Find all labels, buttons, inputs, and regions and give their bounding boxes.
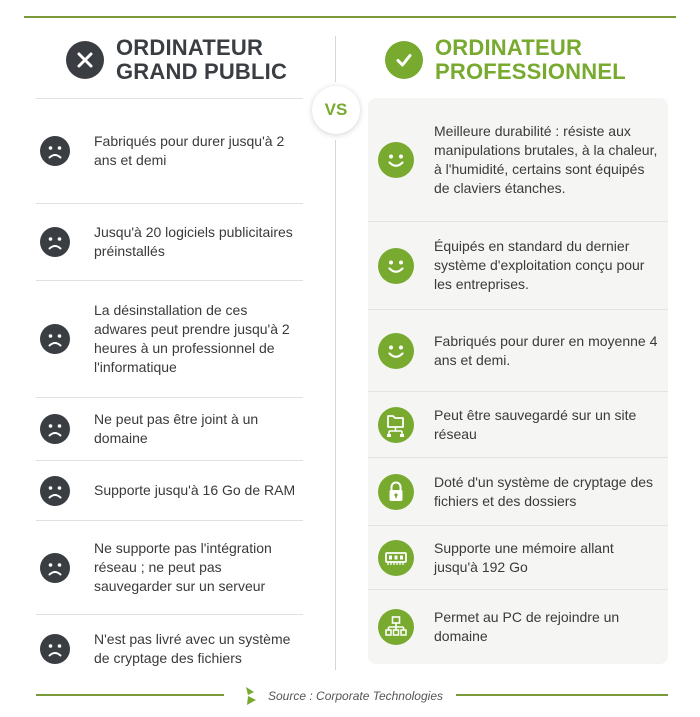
sad-face-icon	[40, 414, 70, 444]
consumer-item-text: Supporte jusqu'à 16 Go de RAM	[94, 482, 296, 498]
sad-face-icon	[40, 476, 70, 506]
pro-item	[368, 98, 668, 221]
pro-item-text: Doté d'un système de cryptage des fichiers et des dossiers	[434, 473, 654, 509]
consumer-item-text: Ne supporte pas l'intégration réseau ; ne peut pas sauvegarder sur un serveur	[94, 540, 272, 594]
pro-item	[368, 309, 668, 391]
consumer-header	[66, 30, 336, 90]
sad-face-icon	[40, 227, 70, 257]
pro-title	[435, 36, 655, 84]
consumer-item	[36, 614, 303, 682]
consumer-title-line1: ORDINATEUR	[116, 35, 264, 60]
vs-badge: VS	[312, 86, 360, 134]
pro-item-text: Meilleure durabilité : résiste aux manipulations brutales, à la chaleur, à l'humidité, certains sont équipés de claviers étanches.	[434, 122, 658, 196]
footer-rule-right	[456, 694, 668, 696]
center-divider-top	[335, 36, 336, 82]
smiley-icon	[378, 248, 414, 284]
consumer-item	[36, 203, 303, 280]
consumer-title-line2: GRAND PUBLIC	[116, 59, 288, 84]
smiley-icon	[378, 333, 414, 369]
footer	[0, 684, 700, 706]
consumer-item	[36, 98, 303, 203]
pro-item-text: Peut être sauvegardé sur un site réseau	[434, 406, 637, 442]
sad-face-icon	[40, 324, 70, 354]
pro-item	[368, 525, 668, 589]
consumer-item	[36, 397, 303, 460]
pro-item	[368, 391, 668, 457]
pro-item-text: Équipés en standard du dernier système d'exploitation conçu pour les entreprises.	[434, 238, 645, 292]
top-rule	[24, 16, 676, 18]
sad-face-icon	[40, 553, 70, 583]
domain-network-icon	[378, 609, 414, 645]
pro-item	[368, 221, 668, 309]
consumer-item-text: La désinstallation de ces adwares peut prendre jusqu'à 2 heures à un professionnel de l'informatique	[94, 302, 290, 375]
lock-icon	[378, 474, 414, 510]
x-icon	[66, 41, 104, 79]
consumer-item-text: Fabriqués pour durer jusqu'à 2 ans et demi	[94, 133, 285, 168]
consumer-item	[36, 280, 303, 397]
corporate-logo-icon	[244, 686, 258, 706]
pro-item	[368, 589, 668, 664]
memory-chip-icon	[378, 540, 414, 576]
pro-title-line2: PROFESSIONNEL	[435, 59, 626, 84]
center-divider	[335, 140, 336, 670]
pro-item	[368, 457, 668, 525]
pro-title-line1: ORDINATEUR	[435, 35, 583, 60]
source-text: Source : Corporate Technologies	[268, 689, 443, 703]
consumer-item-text: Jusqu'à 20 logiciels publicitaires préinstallés	[94, 224, 293, 259]
pro-item-text: Supporte une mémoire allant jusqu'à 192 Go	[434, 539, 614, 575]
pro-header	[385, 30, 655, 90]
pro-item-text: Permet au PC de rejoindre un domaine	[434, 609, 620, 644]
consumer-item	[36, 460, 303, 520]
smiley-icon	[378, 142, 414, 178]
consumer-title	[116, 36, 336, 84]
consumer-item-text: Ne peut pas être joint à un domaine	[94, 411, 259, 446]
consumer-item	[36, 520, 303, 614]
check-icon	[385, 41, 423, 79]
consumer-item-text: N'est pas livré avec un système de cryptage des fichiers	[94, 630, 291, 666]
footer-rule-left	[36, 694, 224, 696]
pro-item-text: Fabriqués pour durer en moyenne 4 ans et demi.	[434, 332, 658, 368]
sad-face-icon	[40, 634, 70, 664]
consumer-list	[36, 98, 303, 682]
pro-list	[368, 98, 668, 664]
source-credit	[244, 686, 443, 706]
sad-face-icon	[40, 136, 70, 166]
folder-network-icon	[378, 407, 414, 443]
